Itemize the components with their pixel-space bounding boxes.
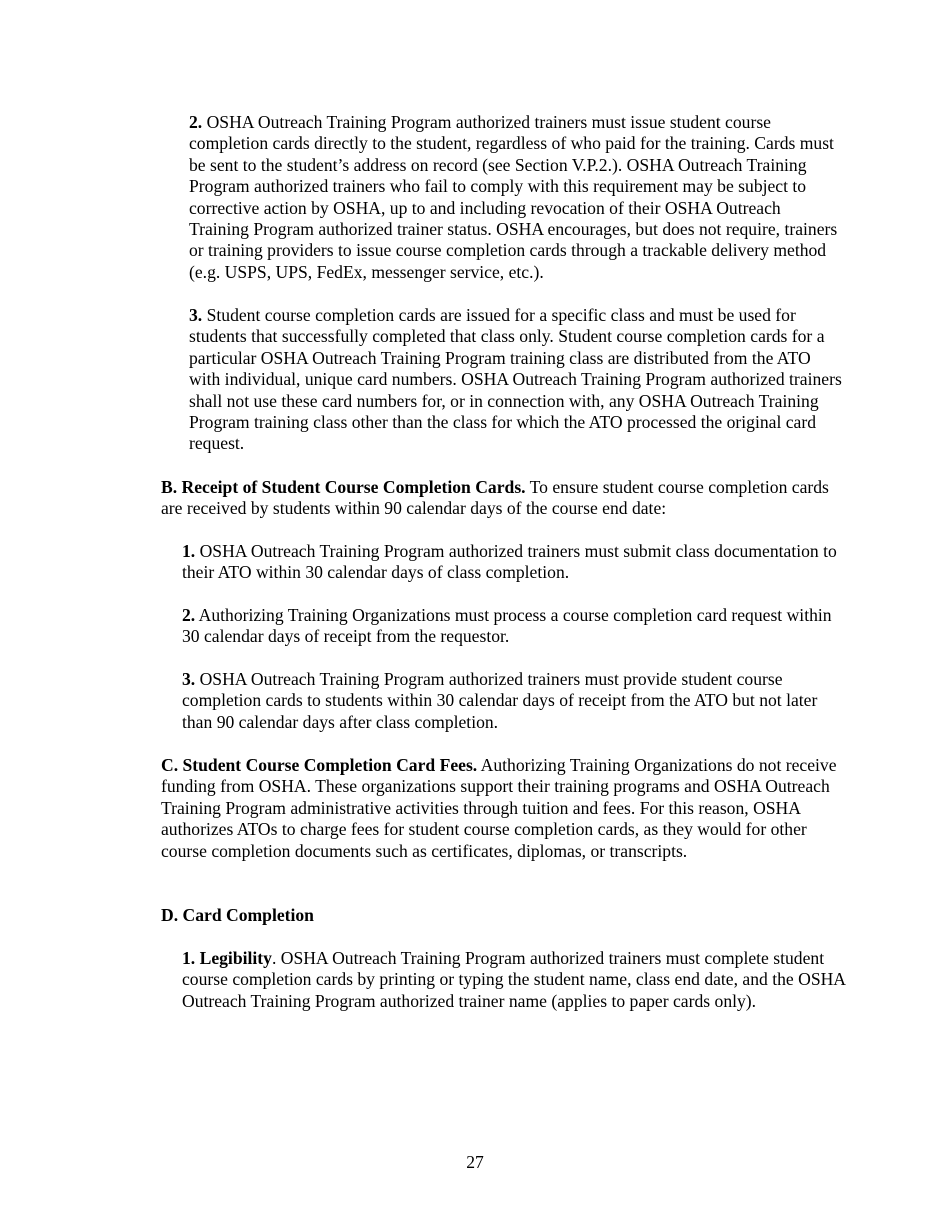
item-number: 3.: [182, 669, 196, 689]
section-c-paragraph: [161, 755, 851, 862]
section-b-item-1: [182, 541, 847, 584]
item-text: OSHA Outreach Training Program authorized trainers must issue student course completion cards directly to the student, regardless of who paid for the training. Cards must be sent to the student’s address on record (see Section V.P.2.). OSHA Outreach Training Program authorized trainers who fail to comply with this requirement may be subject to corrective action by OSHA, up to and including revocation of their OSHA Outreach Training Program authorized trainer status. OSHA encourages, but does not require, trainers or training providers to issue course completion cards through a trackable delivery method (e.g. USPS, UPS, FedEx, messenger service, etc.).: [189, 112, 838, 282]
section-b-item-2: [182, 605, 847, 648]
section-d-heading-paragraph: [161, 905, 851, 926]
section-d-item-1: [182, 948, 847, 1012]
section-b-intro: To ensure student course completion cards are received by students within 90 calendar days of the course end date:: [161, 477, 829, 519]
section-c-heading: C. Student Course Completion Card Fees.: [161, 755, 478, 775]
item-text: OSHA Outreach Training Program authorized trainers must provide student course completion cards to students within 30 calendar days of receipt from the ATO but not later than 90 calendar days after class completion.: [182, 669, 818, 732]
section-d-heading: D. Card Completion: [161, 905, 314, 925]
page-number: 27: [466, 1152, 484, 1172]
section-b-heading: B. Receipt of Student Course Completion Cards.: [161, 477, 526, 497]
item-title: 1. Legibility: [182, 948, 272, 968]
item-text: OSHA Outreach Training Program authorized trainers must submit class documentation to their ATO within 30 calendar days of class completion.: [182, 541, 837, 583]
section-b-paragraph: [161, 477, 851, 520]
section-b-item-3: [182, 669, 847, 733]
item-number: 2.: [182, 605, 196, 625]
item-text: Authorizing Training Organizations must process a course completion card request within 30 calendar days of receipt from the requestor.: [182, 605, 832, 647]
item-number: 3.: [189, 305, 203, 325]
item-number: 1.: [182, 541, 196, 561]
section-c-text: Authorizing Training Organizations do not receive funding from OSHA. These organizations support their training programs and OSHA Outreach Training Program administrative activities through tuition and fees. For this reason, OSHA authorizes ATOs to charge fees for student course completion cards, as they would for other course completion documents such as certificates, diplomas, or transcripts.: [161, 755, 837, 861]
item-text: Student course completion cards are issued for a specific class and must be used for students that successfully completed that class only. Student course completion cards for a particular OSHA Outreach Training Program training class are distributed from the ATO with individual, unique card numbers. OSHA Outreach Training Program authorized trainers shall not use these card numbers for, or in connection with, any OSHA Outreach Training Program training class other than the class for which the ATO processed the original card request.: [189, 305, 842, 454]
item-number: 2.: [189, 112, 203, 132]
section-a-item-2: [189, 112, 844, 283]
item-text: . OSHA Outreach Training Program authorized trainers must complete student course completion cards by printing or typing the student name, class end date, and the OSHA Outreach Training Program authorized trainer name (applies to paper cards only).: [182, 948, 846, 1011]
section-a-item-3: [189, 305, 844, 455]
